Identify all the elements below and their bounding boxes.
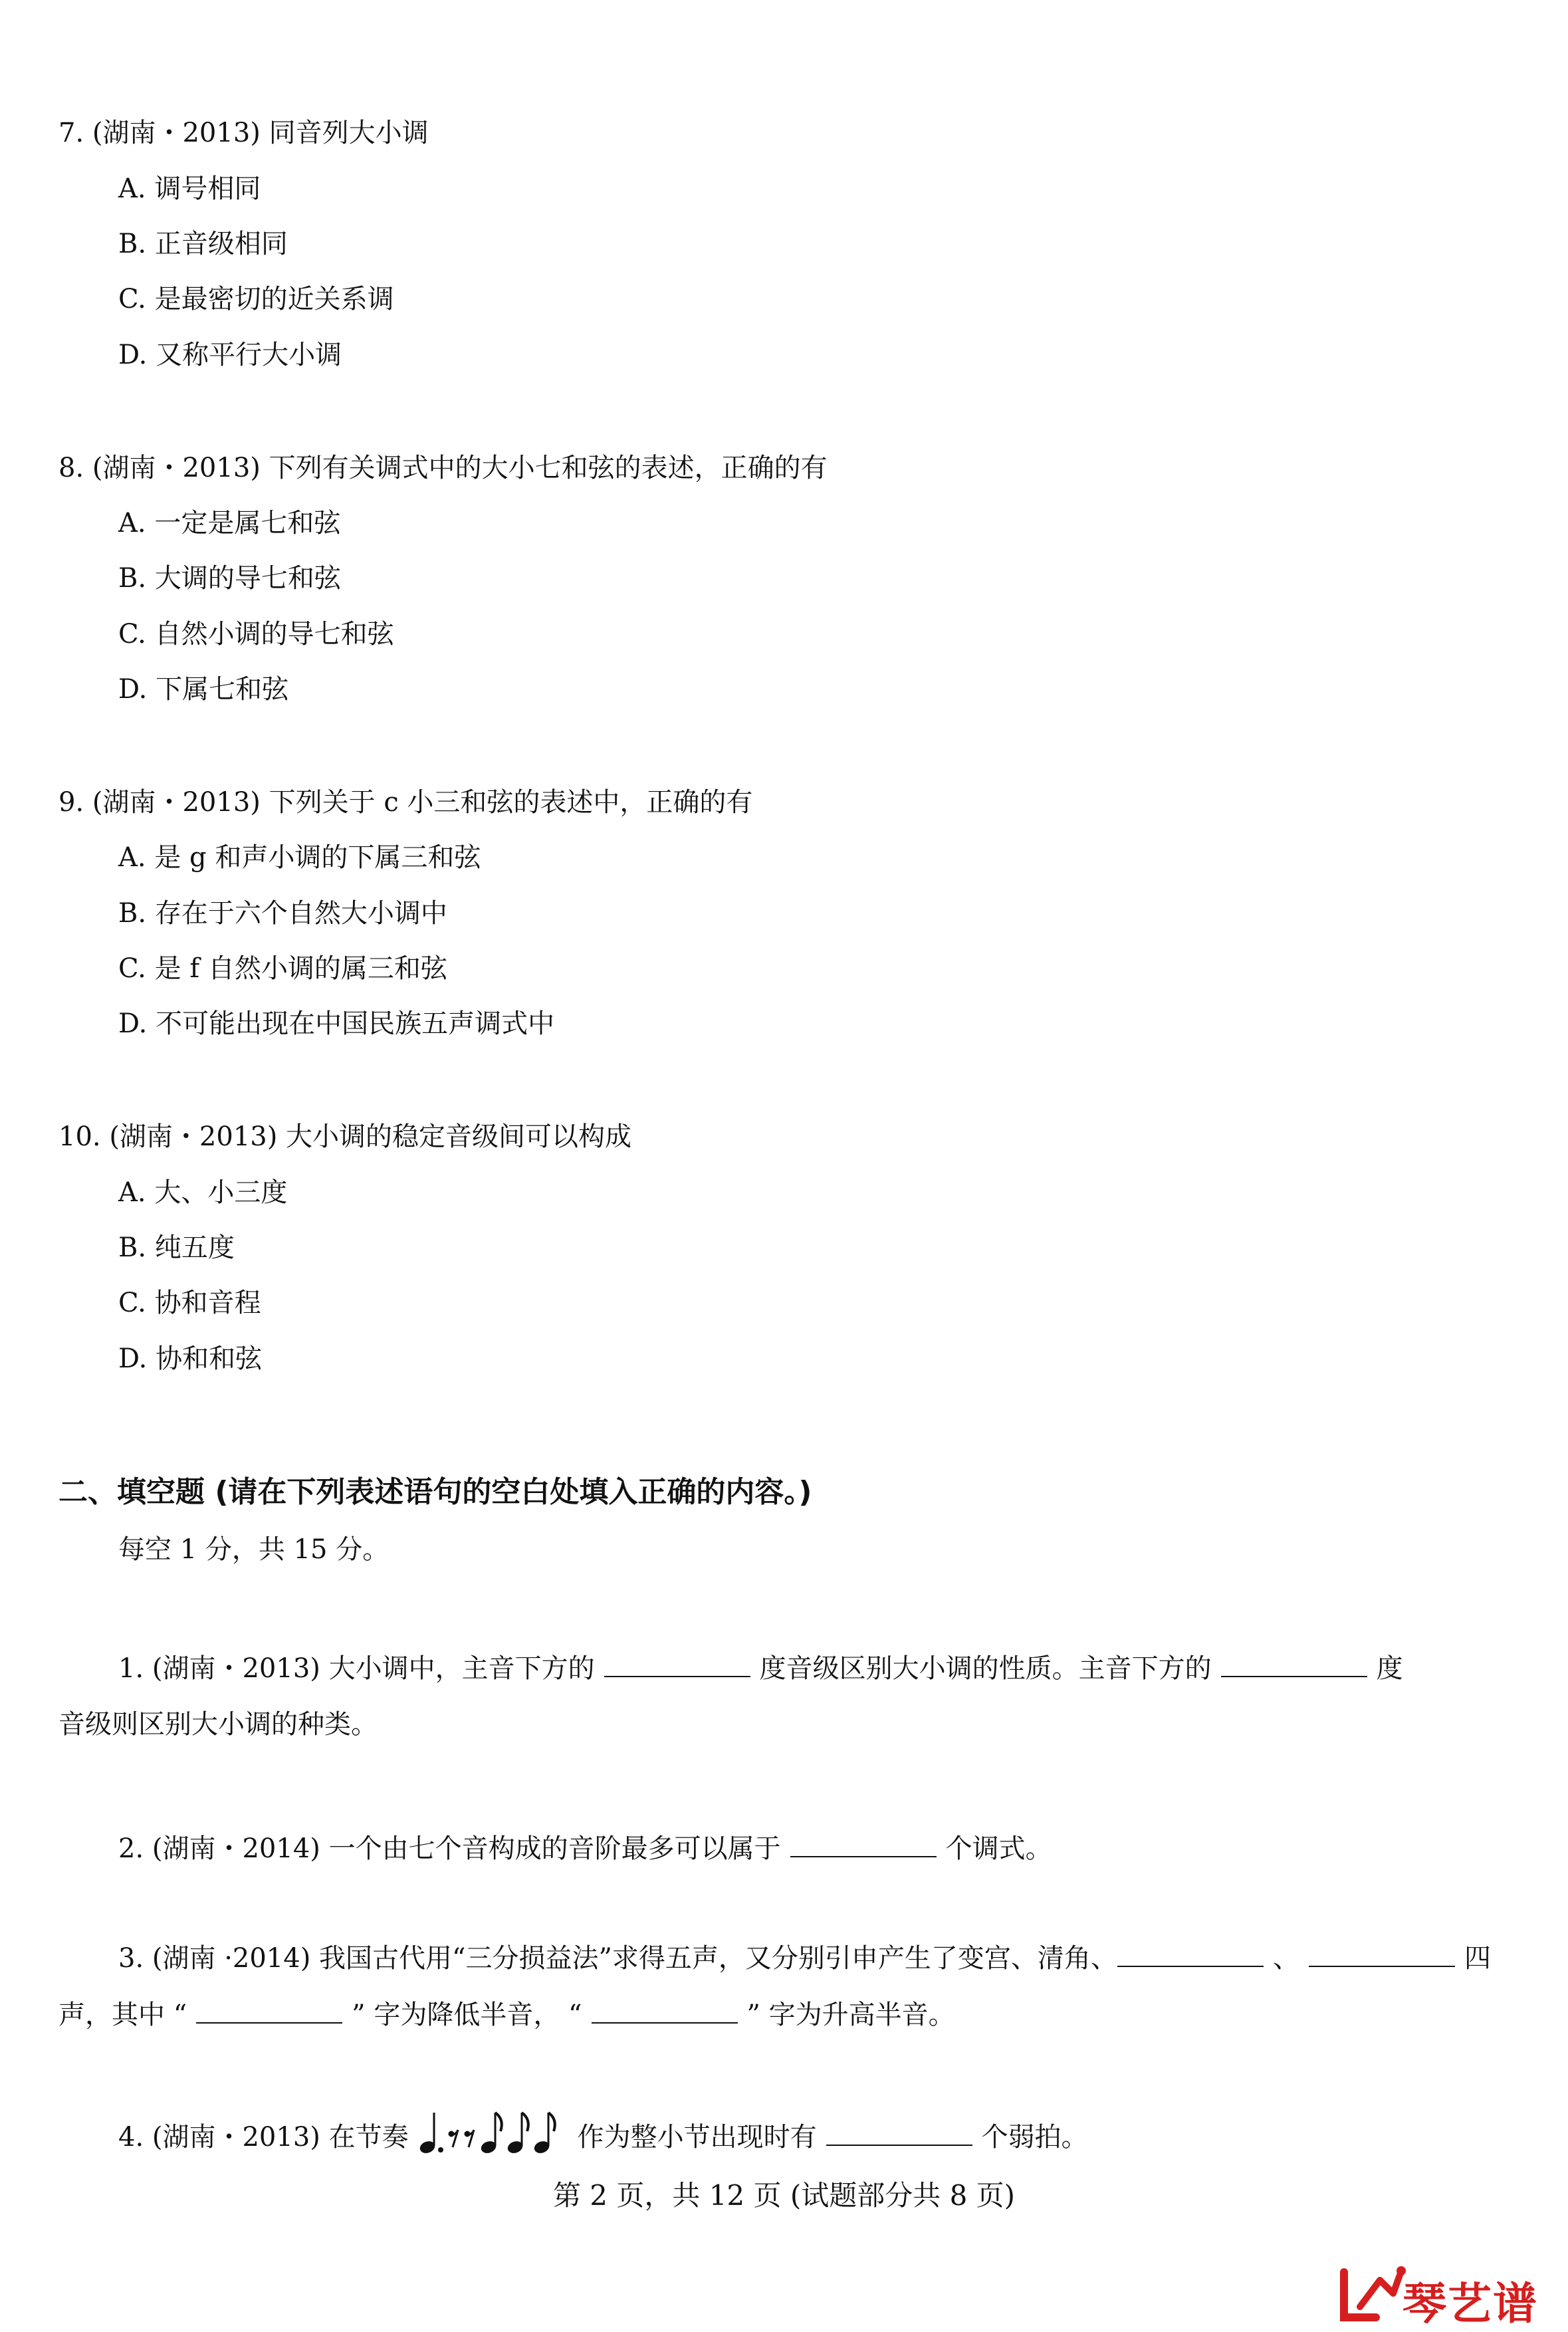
fill-question-2-text-b: 个调式。 (945, 1833, 1052, 1864)
question-7-stem: 7. (湖南・2013) 同音列大小调 (58, 118, 429, 148)
page-footer: 第 2 页，共 12 页 (试题部分共 8 页) (552, 2179, 1016, 2212)
question-8-option-d: D. 下属七和弦 (118, 674, 289, 705)
fill-question-1-text-b: 度音级区别大小调的性质。主音下方的 (759, 1653, 1212, 1684)
question-7-option-c: C. 是最密切的近关系调 (118, 284, 394, 314)
section-2-scoring-note: 每空 1 分，共 15 分。 (118, 1534, 390, 1565)
question-8-option-c: C. 自然小调的导七和弦 (118, 619, 394, 649)
question-9-option-c: C. 是 f 自然小调的属三和弦 (118, 953, 447, 984)
fill-question-3-text-d: 声，其中 “ (58, 2000, 187, 2030)
question-8-option-b: B. 大调的导七和弦 (118, 563, 341, 594)
fill-question-1-text-a: 1. (湖南・2013) 大小调中，主音下方的 (118, 1653, 595, 1684)
fill-question-1-blank-1[interactable] (604, 1653, 750, 1677)
question-7-option-a: A. 调号相同 (118, 174, 261, 204)
fill-question-3-text-e: ” 字为降低半音， “ (352, 2000, 582, 2030)
fill-question-3-line-1 (118, 1942, 1491, 1974)
fill-question-4-text-a: 4. (湖南・2013) 在节奏 (118, 2122, 409, 2153)
fill-question-2 (118, 1833, 1052, 1865)
question-10-option-b: B. 纯五度 (118, 1232, 235, 1263)
question-9-option-b: B. 存在于六个自然大小调中 (118, 898, 447, 929)
fill-question-1-line-1 (118, 1653, 1403, 1685)
question-10-option-c: C. 协和音程 (118, 1288, 261, 1318)
fill-question-4 (118, 2109, 1088, 2155)
question-8-stem: 8. (湖南・2013) 下列有关调式中的大小七和弦的表述，正确的有 (58, 453, 828, 483)
fill-question-4-text-b: 作为整小节出现时有 (577, 2122, 817, 2153)
question-7-option-b: B. 正音级相同 (118, 229, 288, 259)
fill-question-1-text-c: 度 (1376, 1653, 1403, 1684)
fill-question-2-text-a: 2. (湖南・2014) 一个由七个音构成的音阶最多可以属于 (118, 1833, 781, 1864)
question-8-option-a: A. 一定是属七和弦 (118, 508, 341, 538)
fill-question-1-blank-2[interactable] (1221, 1653, 1367, 1677)
question-10-stem: 10. (湖南・2013) 大小调的稳定音级间可以构成 (58, 1121, 632, 1152)
fill-question-4-text-c: 个弱拍。 (981, 2122, 1088, 2153)
question-9-stem: 9. (湖南・2013) 下列关于 c 小三和弦的表述中，正确的有 (58, 787, 753, 818)
fill-question-3-blank-2[interactable] (1309, 1943, 1455, 1967)
question-7-option-d: D. 又称平行大小调 (118, 340, 342, 370)
logo-text: 琴艺谱 (1402, 2278, 1538, 2329)
fill-question-3-blank-3[interactable] (196, 2000, 342, 2024)
fill-question-3-text-f: ” 字为升高半音。 (746, 2000, 955, 2030)
question-9-option-d: D. 不可能出现在中国民族五声调式中 (118, 1008, 555, 1039)
fill-question-1-line-2: 音级则区别大小调的种类。 (58, 1709, 378, 1740)
rhythm-notation-icon (417, 2109, 570, 2155)
fill-question-3-text-c: 四 (1464, 1943, 1491, 1974)
fill-question-3-blank-4[interactable] (592, 2000, 738, 2024)
question-9-option-a: A. 是 g 和声小调的下属三和弦 (118, 842, 481, 873)
fill-question-2-blank[interactable] (790, 1833, 937, 1857)
question-10-option-d: D. 协和和弦 (118, 1343, 263, 1374)
fill-question-4-blank[interactable] (826, 2122, 972, 2146)
question-10-option-a: A. 大、小三度 (118, 1177, 288, 1208)
fill-question-3-text-a: 3. (湖南 ·2014) 我国古代用“三分损益法”求得五声，又分别引申产生了变宫、清角、 (118, 1943, 1117, 1974)
section-2-title: 二、填空题 (请在下列表述语句的空白处填入正确的内容。) (58, 1475, 812, 1509)
fill-question-3-text-b: 、 (1272, 1943, 1299, 1974)
fill-question-3-line-2 (58, 1999, 955, 2031)
fill-question-3-blank-1[interactable] (1117, 1943, 1264, 1967)
